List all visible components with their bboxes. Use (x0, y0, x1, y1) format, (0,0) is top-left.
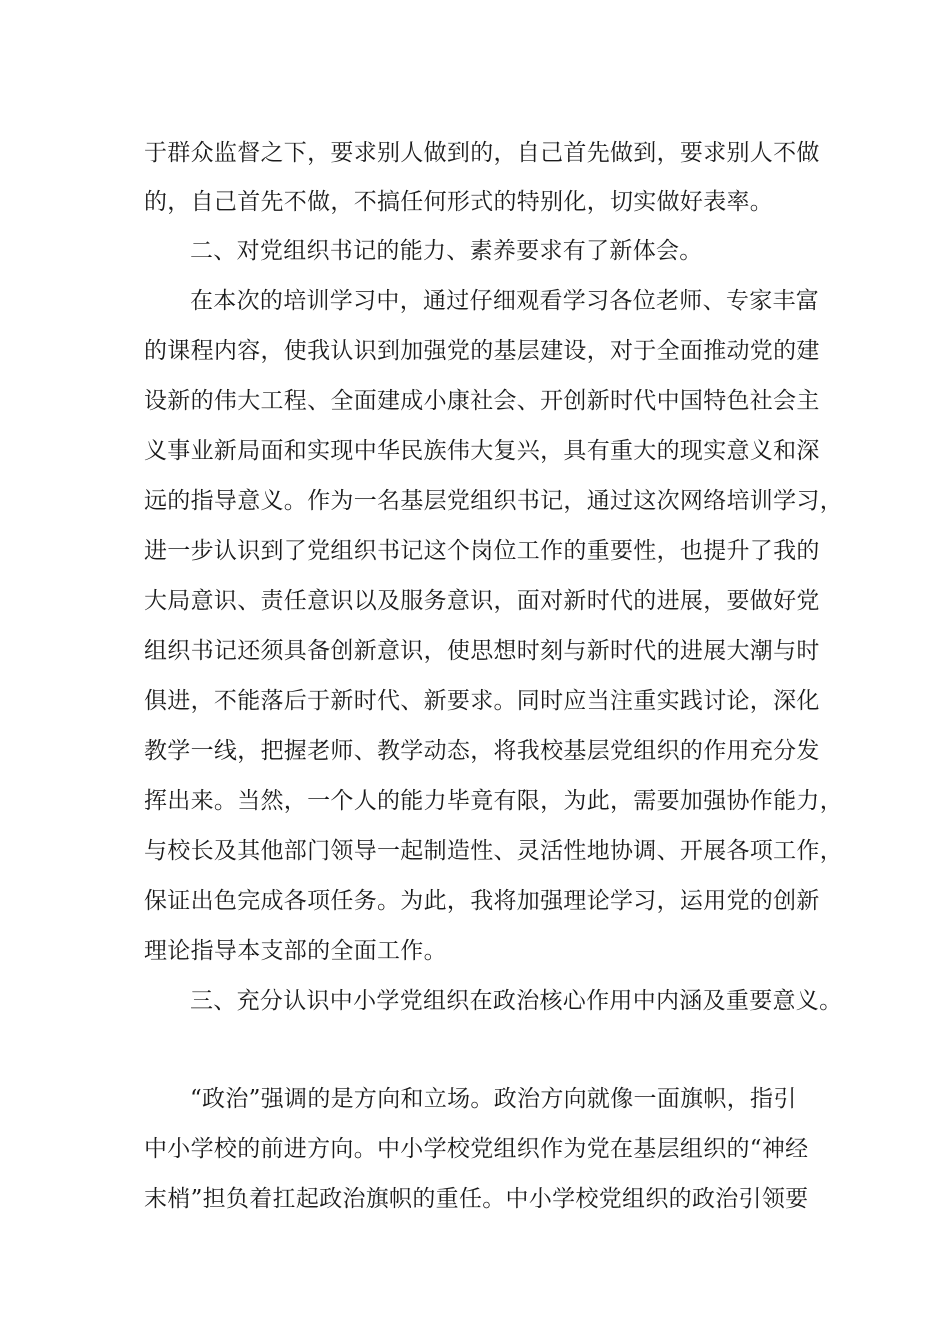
text-line: 大局意识、责任意识以及服务意识，面对新时代的进展，要做好党 (144, 588, 820, 614)
text-line: 进一步认识到了党组织书记这个岗位工作的重要性，也提升了我的 (144, 538, 820, 564)
text-line: 的课程内容，使我认识到加强党的基层建设，对于全面推动党的建 (144, 338, 820, 364)
text-line: 保证出色完成各项任务。为此，我将加强理论学习，运用党的创新 (144, 888, 820, 914)
text-line: 义事业新局面和实现中华民族伟大复兴，具有重大的现实意义和深 (144, 438, 820, 464)
text-line: 在本次的培训学习中，通过仔细观看学习各位老师、专家丰富 (190, 288, 820, 314)
text-line: 于群众监督之下，要求别人做到的，自己首先做到，要求别人不做 (144, 140, 820, 166)
text-line: 俱进，不能落后于新时代、新要求。同时应当注重实践讨论，深化 (144, 688, 820, 714)
text-line: 远的指导意义。作为一名基层党组织书记，通过这次网络培训学习， (144, 488, 843, 514)
text-line: 末梢”担负着扛起政治旗帜的重任。中小学校党组织的政治引领要 (144, 1186, 809, 1212)
text-line: 挥出来。当然，一个人的能力毕竟有限，为此，需要加强协作能力， (144, 788, 843, 814)
text-line: 组织书记还须具备创新意识，使思想时刻与新时代的进展大潮与时 (144, 638, 820, 664)
section-heading-3: 三、充分认识中小学党组织在政治核心作用中内涵及重要意义。 (190, 988, 843, 1014)
text-line: 设新的伟大工程、全面建成小康社会、开创新时代中国特色社会主 (144, 388, 820, 414)
text-line: 教学一线，把握老师、教学动态，将我校基层党组织的作用充分发 (144, 738, 820, 764)
text-line: 理论指导本支部的全面工作。 (144, 938, 447, 964)
text-line: “政治”强调的是方向和立场。政治方向就像一面旗帜，指引 (190, 1086, 797, 1112)
text-line: 中小学校的前进方向。中小学校党组织作为党在基层组织的“神经 (144, 1136, 809, 1162)
text-line: 与校长及其他部门领导一起制造性、灵活性地协调、开展各项工作， (144, 838, 843, 864)
section-heading-2: 二、对党组织书记的能力、素养要求有了新体会。 (190, 238, 703, 264)
text-line: 的，自己首先不做，不搞任何形式的特别化，切实做好表率。 (144, 189, 774, 215)
